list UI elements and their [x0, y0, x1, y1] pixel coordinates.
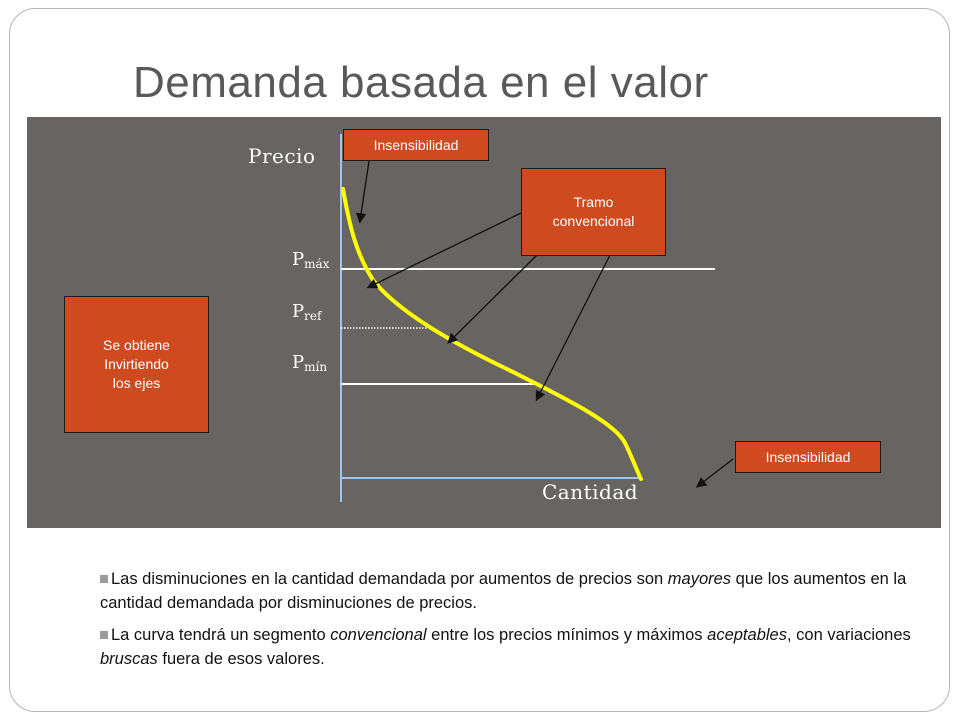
tramo-convencional-box: [521, 168, 666, 256]
bullet2-text-a: La curva tendrá un segmento: [111, 625, 331, 644]
bullet2-text-d: fuera de esos valores.: [157, 649, 325, 668]
insensibilidad-bottom-box: [735, 441, 881, 473]
bullet2-em-2: aceptables: [707, 625, 787, 644]
p-max-main: P: [292, 249, 305, 270]
p-min-label: [292, 352, 327, 374]
bullet-item-2: [100, 624, 920, 672]
bullet-square-icon: [100, 575, 108, 583]
obtiene-text-line3: los ejes: [112, 374, 161, 391]
bullet2-em-1: convencional: [330, 625, 427, 644]
bullet2-text-b: entre los precios mínimos y máximos: [426, 625, 708, 644]
bullet2-text-c: , con variaciones: [786, 625, 911, 644]
arrow-tramo-1: [369, 213, 521, 287]
obtiene-text-line2: Invirtiendo: [104, 356, 169, 373]
bullet-square-icon: [100, 631, 108, 639]
p-ref-label: [292, 301, 321, 323]
insensibilidad-top-box: [343, 129, 489, 161]
obtiene-text-line1: Se obtiene: [103, 337, 170, 354]
p-max-label: [292, 249, 329, 271]
bullet2-em-3: bruscas: [100, 649, 158, 668]
bullet1-em: mayores: [667, 570, 732, 588]
p-min-sub: mín: [304, 360, 328, 374]
se-obtiene-box: [64, 296, 209, 433]
p-ref-main: P: [292, 301, 305, 322]
y-axis-label: Precio: [248, 144, 316, 168]
insensibilidad-top-text: Insensibilidad: [373, 136, 459, 153]
arrow-insens-bottom: [698, 459, 733, 486]
tramo-text-line2: convencional: [552, 213, 635, 229]
p-ref-sub: ref: [304, 309, 322, 323]
bullet-item-1: [100, 568, 920, 616]
tramo-text-line1: Tramo: [573, 194, 614, 211]
diagram-panel: [27, 117, 941, 528]
slide-title: Demanda basada en el valor: [133, 58, 709, 107]
p-max-sub: máx: [304, 257, 330, 271]
p-min-main: P: [292, 352, 305, 373]
arrow-tramo-3: [537, 255, 610, 399]
bullet1-text-b: que los aumentos en la cantidad demandada por disminuciones de precios.: [100, 570, 907, 612]
insensibilidad-bottom-text: Insensibilidad: [765, 448, 851, 465]
arrow-insens-top: [360, 161, 369, 221]
bullet-list: [100, 568, 920, 680]
bullet1-text-a: Las disminuciones en la cantidad demandada por aumentos de precios son: [111, 570, 668, 588]
x-axis-label: Cantidad: [542, 480, 639, 504]
